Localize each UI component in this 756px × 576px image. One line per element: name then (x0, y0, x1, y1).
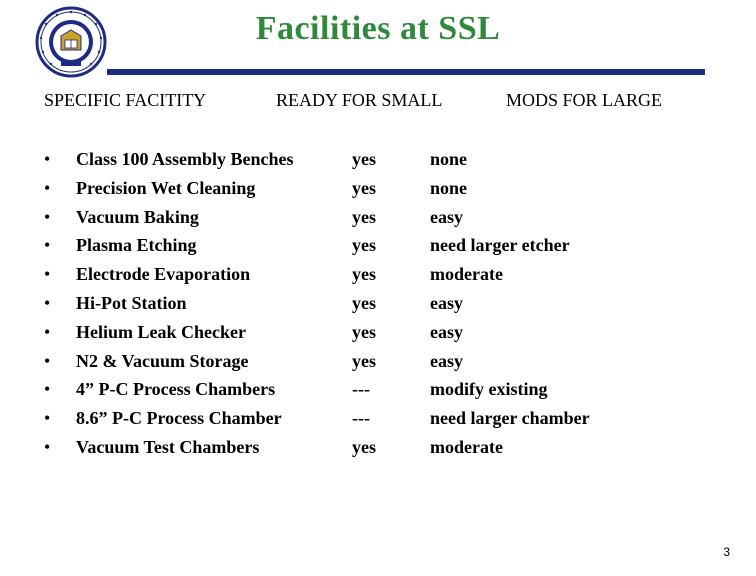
mods-large-value: easy (430, 206, 463, 227)
ready-small-value: yes (352, 149, 376, 169)
page-number: 3 (723, 545, 730, 559)
facility-name: Plasma Etching (76, 235, 197, 256)
ready-small-value: yes (352, 293, 376, 313)
bullet-icon: • (44, 264, 51, 285)
header-ready-small: READY FOR SMALL (276, 90, 443, 110)
mods-large-value: moderate (430, 437, 503, 457)
ready-small-value: --- (352, 379, 370, 400)
ready-small-value: yes (352, 235, 376, 256)
list-item (0, 379, 756, 408)
bullet-icon: • (44, 321, 51, 342)
list-item (0, 408, 756, 437)
bullet-icon: • (44, 293, 51, 313)
ready-small-value: yes (352, 264, 376, 285)
bullet-icon: • (44, 206, 51, 227)
facility-name: Vacuum Test Chambers (76, 437, 260, 457)
facility-name: Vacuum Baking (76, 206, 199, 227)
ready-small-value: yes (352, 437, 376, 457)
facility-name: Electrode Evaporation (76, 264, 251, 285)
mods-large-value: need larger etcher (430, 235, 570, 256)
list-item (0, 207, 756, 236)
facility-name: 4” P-C Process Chambers (76, 379, 276, 400)
facility-name: Helium Leak Checker (76, 321, 246, 342)
mods-large-value: need larger chamber (430, 408, 590, 429)
mods-large-value: none (430, 177, 468, 198)
bullet-icon: • (44, 235, 51, 256)
list-item (0, 322, 756, 351)
facility-name: Precision Wet Cleaning (76, 177, 256, 198)
list-item (0, 178, 756, 207)
mods-large-value: easy (430, 321, 463, 342)
mods-large-value: easy (430, 350, 463, 371)
ready-small-value: yes (352, 206, 376, 227)
bullet-icon: • (44, 149, 51, 169)
mods-large-value: easy (430, 293, 463, 313)
bullet-icon: • (44, 177, 51, 198)
facility-name: Hi-Pot Station (76, 293, 187, 313)
header-facility: SPECIFIC FACITITY (44, 90, 207, 110)
page-title: Facilities at SSL (255, 10, 501, 47)
ready-small-value: yes (352, 177, 376, 198)
ready-small-value: yes (352, 350, 376, 371)
ready-small-value: yes (352, 321, 376, 342)
facility-name: Class 100 Assembly Benches (76, 149, 294, 169)
list-item (0, 437, 756, 466)
mods-large-value: none (430, 149, 468, 169)
facility-name: 8.6” P-C Process Chamber (76, 408, 282, 429)
bullet-icon: • (44, 437, 51, 457)
list-item (0, 149, 756, 178)
bullet-icon: • (44, 350, 51, 371)
bullet-icon: • (44, 379, 51, 400)
list-item (0, 264, 756, 293)
mods-large-value: modify existing (430, 379, 548, 400)
mods-large-value: moderate (430, 264, 503, 285)
ready-small-value: --- (352, 408, 370, 429)
list-item (0, 351, 756, 380)
bullet-icon: • (44, 408, 51, 429)
list-item (0, 293, 756, 322)
list-item (0, 235, 756, 264)
facility-name: N2 & Vacuum Storage (76, 350, 249, 371)
header-mods-large: MODS FOR LARGE (506, 90, 663, 110)
title-rule (107, 69, 705, 75)
